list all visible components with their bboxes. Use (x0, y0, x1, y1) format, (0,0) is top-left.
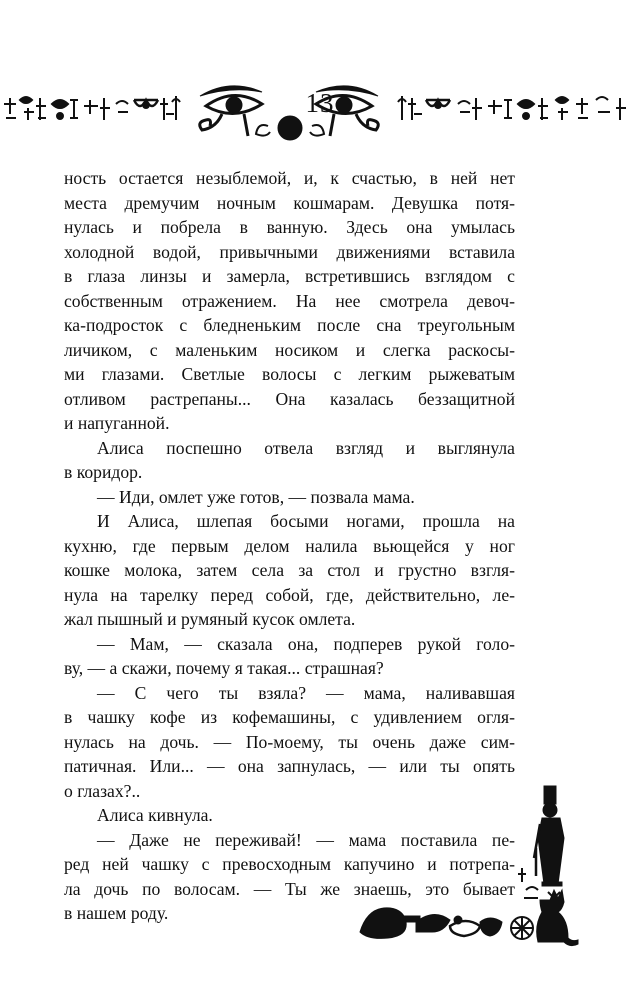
text-line: собственным отражением. На нее смотрела девоч- (64, 290, 515, 311)
text-line: И Алиса, шлепая босыми ногами, прошла на (97, 511, 515, 531)
page-number: 13 (305, 88, 335, 118)
text-line: места дремучим ночным кошмарам. Девушка потя- (64, 192, 515, 213)
text-line: ность остается незыблемой, и, к счастью, в ней нет (64, 168, 515, 188)
text-line: нула на тарелку перед собой, где, действительно, ле- (64, 584, 515, 605)
text-line: в нашем роду. (64, 903, 169, 923)
text-line: и напуганной. (64, 413, 170, 433)
egyptian-footer-ornament-icon (354, 782, 594, 952)
text-line: — Мам, — сказала она, подперев рукой голо- (97, 633, 515, 654)
text-line: личиком, с маленьким носиком и слегка раскосы- (64, 339, 515, 360)
text-line: Алиса поспешно отвела взгляд и выглянула (97, 437, 515, 458)
vessel-icons (360, 908, 502, 939)
wheel-icon (511, 917, 533, 939)
text-line: — Даже не переживай! — мама поставила пе- (97, 829, 515, 850)
paragraph-4 (64, 509, 515, 632)
paragraph-1 (64, 166, 515, 436)
sun-disc-icon (256, 116, 324, 140)
paragraph-3 (64, 485, 515, 510)
text-line: патичная. Или... — она запнулась, — или ты опять (64, 756, 515, 776)
text-line: нулась и побрела в ванную. Здесь она умылась (64, 217, 515, 237)
text-line: ред ней чашку с превосходным капучино и потрепа- (64, 854, 515, 874)
paragraph-5 (64, 632, 515, 681)
text-line: в чашку кофе из кофемашины, с удивлением огля- (64, 707, 515, 727)
paragraph-2 (64, 436, 515, 485)
text-line: жал пышный и румяный кусок омлета. (64, 609, 356, 629)
text-line: — Иди, омлет уже готов, — позвала мама. (97, 486, 415, 507)
text-line: — С чего ты взяла? — мама, наливавшая (97, 682, 515, 703)
text-line: ми глазами. Светлые волосы с легким рыжеватым (64, 364, 515, 384)
text-line: ву, — а скажи, почему я такая... страшная? (64, 658, 384, 678)
text-line: нулась на дочь. — По-моему, ты очень даже сим- (64, 731, 515, 752)
cat-icon (537, 890, 578, 946)
text-line: отливом растрепаны... Она казалась беззащитной (64, 388, 515, 409)
text-line: ка-подросток с бледненьким после сна треугольным (64, 315, 515, 335)
text-line: кухню, где первым делом налила вьющейся у ног (64, 535, 515, 556)
text-line: в коридор. (64, 462, 143, 482)
text-line: в глаза линзы и замерла, встретившись взглядом с (64, 266, 515, 286)
text-line: ла дочь по волосам. — Ты же знаешь, это бывает (64, 878, 515, 899)
text-line: о глазах?.. (64, 780, 141, 801)
text-line: Алиса кивнула. (97, 805, 213, 825)
standing-figure-icon (534, 786, 564, 886)
text-line: холодной водой, привычными движениями вставила (64, 241, 515, 262)
text-line: кошке молока, затем села за стол и грустно взгля- (64, 560, 515, 580)
